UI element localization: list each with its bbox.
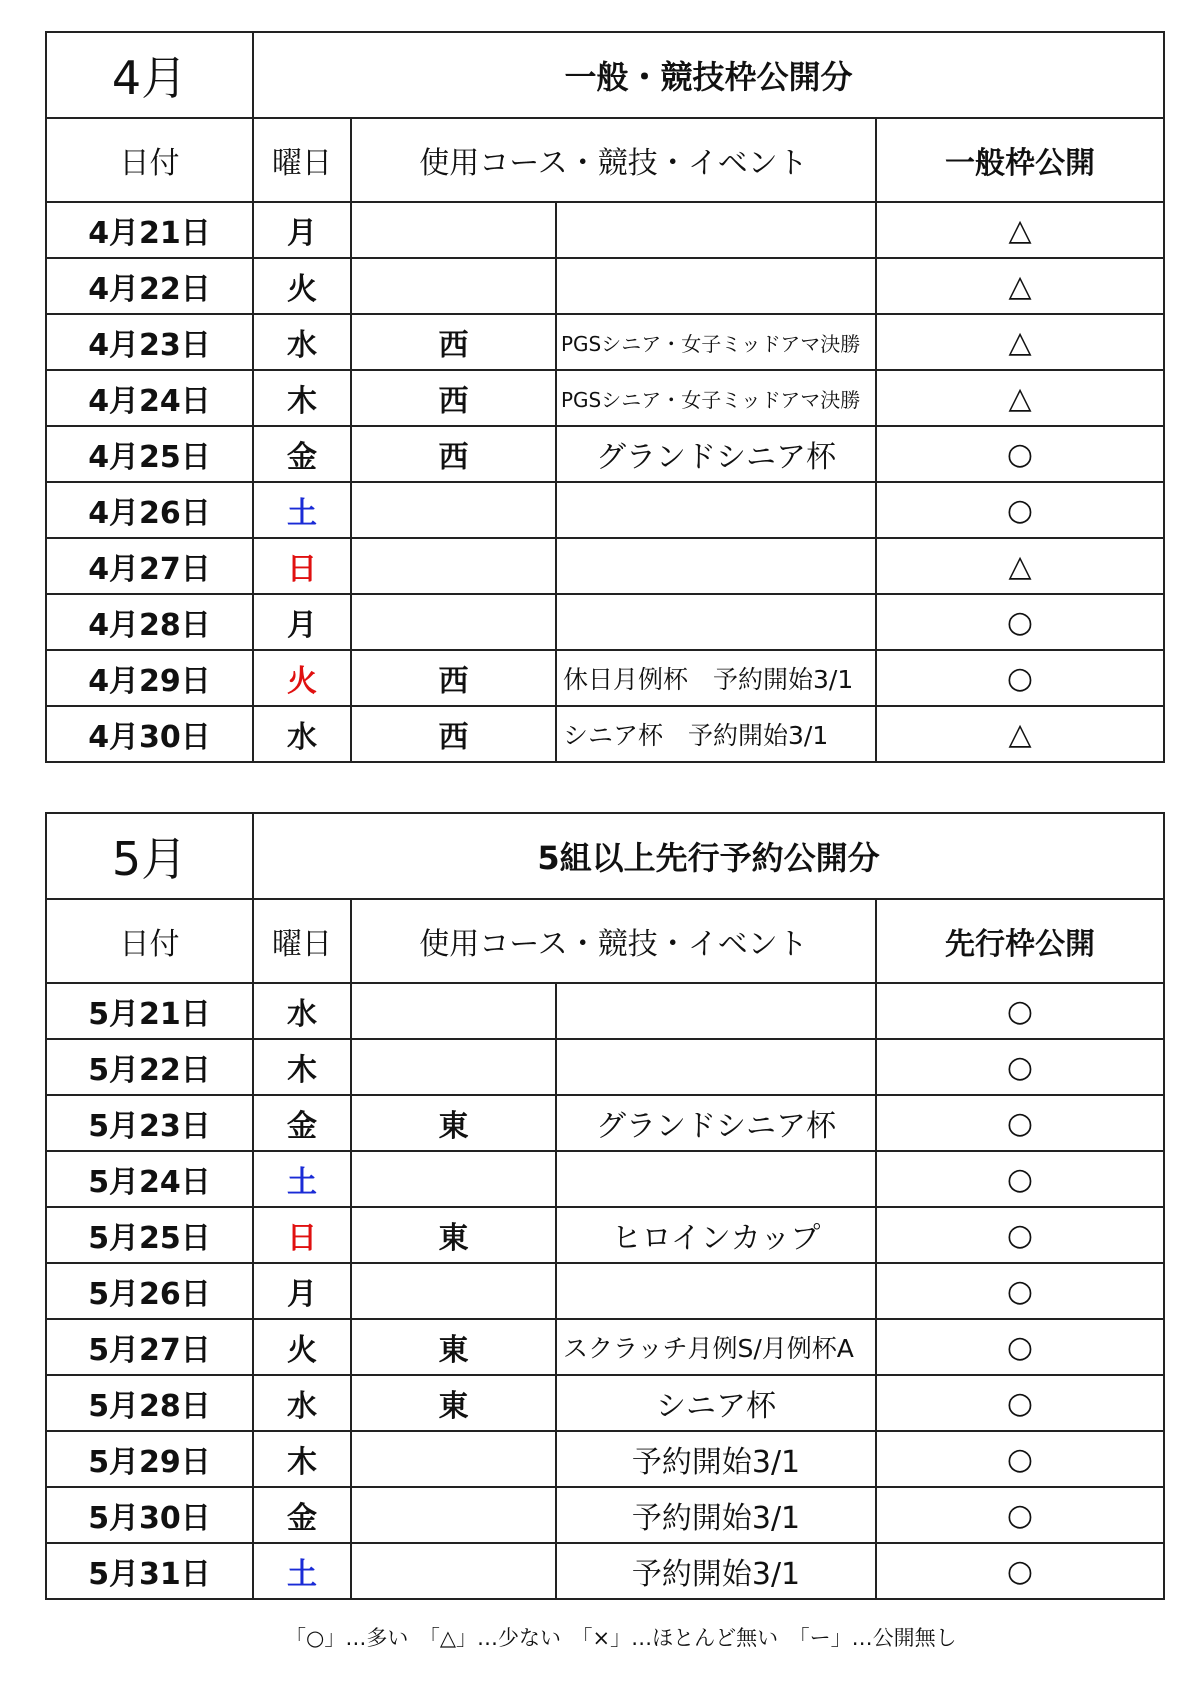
date-cell: 5月22日 [46, 1039, 253, 1095]
course-cell [351, 538, 556, 594]
date-cell: 5月28日 [46, 1375, 253, 1431]
availability-mark: ○ [876, 1207, 1164, 1263]
date-cell: 4月27日 [46, 538, 253, 594]
date-cell: 5月21日 [46, 983, 253, 1039]
table-row [46, 482, 1164, 538]
event-cell [556, 1151, 876, 1207]
date-cell: 5月24日 [46, 1151, 253, 1207]
weekday-cell: 木 [253, 1039, 351, 1095]
date-cell: 4月30日 [46, 706, 253, 762]
event-cell [556, 202, 876, 258]
availability-mark: △ [876, 538, 1164, 594]
weekday-cell: 火 [253, 650, 351, 706]
table-row [46, 258, 1164, 314]
event-cell: PGSシニア・女子ミッドアマ決勝 [556, 370, 876, 426]
event-cell: スクラッチ月例S/月例杯A [556, 1319, 876, 1375]
event-cell [556, 258, 876, 314]
table-row [46, 650, 1164, 706]
availability-mark: ○ [876, 1431, 1164, 1487]
course-cell [351, 202, 556, 258]
event-cell [556, 482, 876, 538]
course-cell [351, 983, 556, 1039]
course-cell [351, 1151, 556, 1207]
event-cell: シニア杯 予約開始3/1 [556, 706, 876, 762]
weekday-cell: 土 [253, 1543, 351, 1599]
availability-mark: △ [876, 314, 1164, 370]
course-cell [351, 1431, 556, 1487]
availability-mark: ○ [876, 1319, 1164, 1375]
table-row [46, 1487, 1164, 1543]
event-cell: PGSシニア・女子ミッドアマ決勝 [556, 314, 876, 370]
april-header-date: 日付 [46, 118, 253, 202]
weekday-cell: 土 [253, 1151, 351, 1207]
table-row [46, 314, 1164, 370]
april-schedule-table [45, 31, 1165, 763]
course-cell: 西 [351, 370, 556, 426]
table-row [46, 202, 1164, 258]
table-row [46, 1207, 1164, 1263]
course-cell: 東 [351, 1207, 556, 1263]
weekday-cell: 金 [253, 1487, 351, 1543]
availability-mark: △ [876, 258, 1164, 314]
course-cell [351, 258, 556, 314]
table-row [46, 1319, 1164, 1375]
weekday-cell: 金 [253, 1095, 351, 1151]
course-cell: 東 [351, 1375, 556, 1431]
course-cell: 西 [351, 706, 556, 762]
availability-mark: ○ [876, 1375, 1164, 1431]
availability-mark: ○ [876, 983, 1164, 1039]
april-header-availability: 一般枠公開 [876, 118, 1164, 202]
weekday-cell: 金 [253, 426, 351, 482]
availability-mark: ○ [876, 1151, 1164, 1207]
april-rows [46, 202, 1164, 762]
course-cell [351, 594, 556, 650]
course-cell [351, 1263, 556, 1319]
april-header-day: 曜日 [253, 118, 351, 202]
event-cell: グランドシニア杯 [556, 426, 876, 482]
may-header-course-event: 使用コース・競技・イベント [351, 899, 876, 983]
table-row [46, 1375, 1164, 1431]
availability-mark: ○ [876, 1263, 1164, 1319]
april-section-title: 一般・競技枠公開分 [253, 32, 1164, 118]
table-row [46, 538, 1164, 594]
weekday-cell: 土 [253, 482, 351, 538]
event-cell: グランドシニア杯 [556, 1095, 876, 1151]
event-cell [556, 594, 876, 650]
table-row [46, 983, 1164, 1039]
availability-mark: ○ [876, 1543, 1164, 1599]
event-cell: ヒロインカップ [556, 1207, 876, 1263]
table-row [46, 1431, 1164, 1487]
date-cell: 4月26日 [46, 482, 253, 538]
april-month-label: 4月 [46, 32, 253, 118]
weekday-cell: 木 [253, 370, 351, 426]
availability-mark: ○ [876, 1487, 1164, 1543]
date-cell: 5月30日 [46, 1487, 253, 1543]
table-row [46, 1543, 1164, 1599]
may-header-row [46, 899, 1164, 983]
april-header-course-event: 使用コース・競技・イベント [351, 118, 876, 202]
course-cell: 西 [351, 314, 556, 370]
availability-mark: ○ [876, 1095, 1164, 1151]
table-row [46, 426, 1164, 482]
april-title-row [46, 32, 1164, 118]
course-cell [351, 1487, 556, 1543]
weekday-cell: 日 [253, 538, 351, 594]
event-cell: 予約開始3/1 [556, 1543, 876, 1599]
availability-mark: ○ [876, 426, 1164, 482]
table-row [46, 706, 1164, 762]
weekday-cell: 月 [253, 594, 351, 650]
date-cell: 4月28日 [46, 594, 253, 650]
availability-mark: △ [876, 202, 1164, 258]
event-cell [556, 1039, 876, 1095]
event-cell [556, 983, 876, 1039]
may-rows [46, 983, 1164, 1599]
may-section-title: 5組以上先行予約公開分 [253, 813, 1164, 899]
weekday-cell: 水 [253, 706, 351, 762]
event-cell: 予約開始3/1 [556, 1431, 876, 1487]
date-cell: 5月31日 [46, 1543, 253, 1599]
availability-mark: △ [876, 370, 1164, 426]
table-row [46, 594, 1164, 650]
weekday-cell: 水 [253, 983, 351, 1039]
date-cell: 4月23日 [46, 314, 253, 370]
weekday-cell: 月 [253, 202, 351, 258]
event-cell: 予約開始3/1 [556, 1487, 876, 1543]
table-row [46, 1095, 1164, 1151]
event-cell [556, 538, 876, 594]
april-header-row [46, 118, 1164, 202]
date-cell: 5月25日 [46, 1207, 253, 1263]
availability-legend: 「○」…多い 「△」…少ない 「×」…ほとんど無い 「ー」…公開無し [285, 1626, 957, 1650]
weekday-cell: 水 [253, 314, 351, 370]
may-schedule-table [45, 812, 1165, 1600]
date-cell: 5月23日 [46, 1095, 253, 1151]
availability-mark: ○ [876, 594, 1164, 650]
availability-mark: ○ [876, 482, 1164, 538]
weekday-cell: 月 [253, 1263, 351, 1319]
weekday-cell: 日 [253, 1207, 351, 1263]
event-cell: シニア杯 [556, 1375, 876, 1431]
date-cell: 4月22日 [46, 258, 253, 314]
availability-mark: ○ [876, 650, 1164, 706]
availability-mark: ○ [876, 1039, 1164, 1095]
course-cell [351, 482, 556, 538]
weekday-cell: 火 [253, 1319, 351, 1375]
event-cell: 休日月例杯 予約開始3/1 [556, 650, 876, 706]
weekday-cell: 火 [253, 258, 351, 314]
course-cell: 西 [351, 650, 556, 706]
course-cell [351, 1543, 556, 1599]
may-header-availability: 先行枠公開 [876, 899, 1164, 983]
may-header-date: 日付 [46, 899, 253, 983]
may-title-row [46, 813, 1164, 899]
date-cell: 4月21日 [46, 202, 253, 258]
course-cell: 東 [351, 1095, 556, 1151]
date-cell: 4月24日 [46, 370, 253, 426]
table-row [46, 1151, 1164, 1207]
weekday-cell: 水 [253, 1375, 351, 1431]
may-month-label: 5月 [46, 813, 253, 899]
date-cell: 4月25日 [46, 426, 253, 482]
weekday-cell: 木 [253, 1431, 351, 1487]
date-cell: 4月29日 [46, 650, 253, 706]
date-cell: 5月29日 [46, 1431, 253, 1487]
date-cell: 5月27日 [46, 1319, 253, 1375]
course-cell [351, 1039, 556, 1095]
table-row [46, 1263, 1164, 1319]
may-header-day: 曜日 [253, 899, 351, 983]
course-cell: 西 [351, 426, 556, 482]
event-cell [556, 1263, 876, 1319]
table-row [46, 1039, 1164, 1095]
availability-mark: △ [876, 706, 1164, 762]
course-cell: 東 [351, 1319, 556, 1375]
date-cell: 5月26日 [46, 1263, 253, 1319]
table-row [46, 370, 1164, 426]
